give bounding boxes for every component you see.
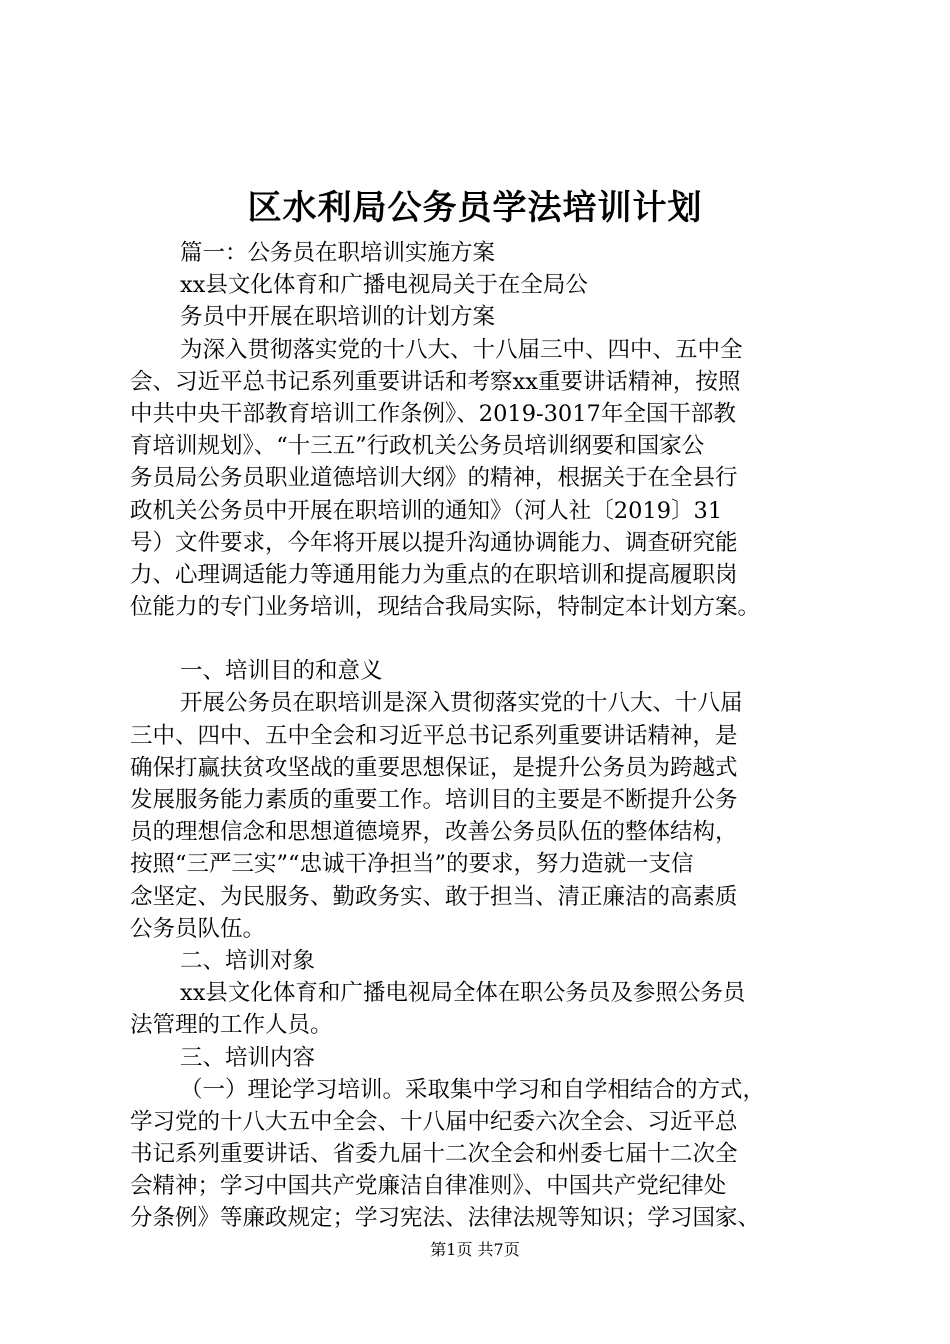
text-line: 号）文件要求，今年将开展以提升沟通协调能力、调查研究能 <box>130 529 738 556</box>
text-line: 位能力的专门业务培训，现结合我局实际，特制定本计划方案。 <box>130 594 761 621</box>
text-line: 政机关公务员中开展在职培训的通知》（河人社〔2019〕31 <box>130 497 723 524</box>
text-line: 分条例》等廉政规定；学习宪法、法律法规等知识；学习国家、 <box>130 1205 761 1232</box>
text-line: 中共中央干部教育培训工作条例》、2019-3017年全国干部教 <box>130 400 736 427</box>
document-body <box>130 237 830 1235</box>
text-line: 确保打赢扶贫攻坚战的重要思想保证，是提升公务员为跨越式 <box>130 754 738 781</box>
text-line: 会精神；学习中国共产党廉洁自律准则》、中国共产党纪律处 <box>130 1173 727 1200</box>
text-line: 为深入贯彻落实党的十八大、十八届三中、四中、五中全 <box>180 336 743 363</box>
paragraph-gap <box>130 623 830 655</box>
text-line: 开展公务员在职培训是深入贯彻落实党的十八大、十八届 <box>180 690 743 717</box>
text-line: 务员中开展在职培训的计划方案 <box>180 304 496 331</box>
text-line: 员的理想信念和思想道德境界，改善公务员队伍的整体结构， <box>130 819 738 846</box>
text-line: 力、心理调适能力等通用能力为重点的在职培训和提高履职岗 <box>130 561 738 588</box>
text-line: 会、习近平总书记系列重要讲话和考察xx重要讲话精神，按照 <box>130 368 741 395</box>
section-heading: 三、培训内容 <box>180 1044 316 1071</box>
text-line: 务员局公务员职业道德培训大纲》的精神，根据关于在全县行 <box>130 465 738 492</box>
page-footer: 第1页 共7页 <box>430 1240 520 1259</box>
text-line: 念坚定、为民服务、勤政务实、敢于担当、清正廉洁的高素质 <box>130 883 738 910</box>
text-line: 三中、四中、五中全会和习近平总书记系列重要讲话精神，是 <box>130 722 738 749</box>
section-heading: 一、培训目的和意义 <box>180 658 383 685</box>
text-line: xx县文化体育和广播电视局关于在全局公 <box>180 272 588 299</box>
text-line: 学习党的十八大五中全会、十八届中纪委六次全会、习近平总 <box>130 1108 738 1135</box>
text-line: （一）理论学习培训。采取集中学习和自学相结合的方式， <box>180 1076 766 1103</box>
text-line: 法管理的工作人员。 <box>130 1012 333 1039</box>
section-heading: 二、培训对象 <box>180 947 316 974</box>
text-line: 公务员队伍。 <box>130 915 266 942</box>
text-line: 篇一：公务员在职培训实施方案 <box>180 240 496 266</box>
text-line: 书记系列重要讲话、省委九届十二次全会和州委七届十二次全 <box>130 1141 738 1168</box>
text-line: 发展服务能力素质的重要工作。培训目的主要是不断提升公务 <box>130 787 738 813</box>
document-title: 区水利局公务员学法培训计划 <box>247 188 703 228</box>
text-line: 育培训规划》、“十三五”行政机关公务员培训纲要和国家公 <box>130 433 705 460</box>
text-line: xx县文化体育和广播电视局全体在职公务员及参照公务员 <box>180 980 746 1007</box>
text-line: 按照“三严三实”“忠诚干净担当”的要求，努力造就一支信 <box>130 851 694 878</box>
